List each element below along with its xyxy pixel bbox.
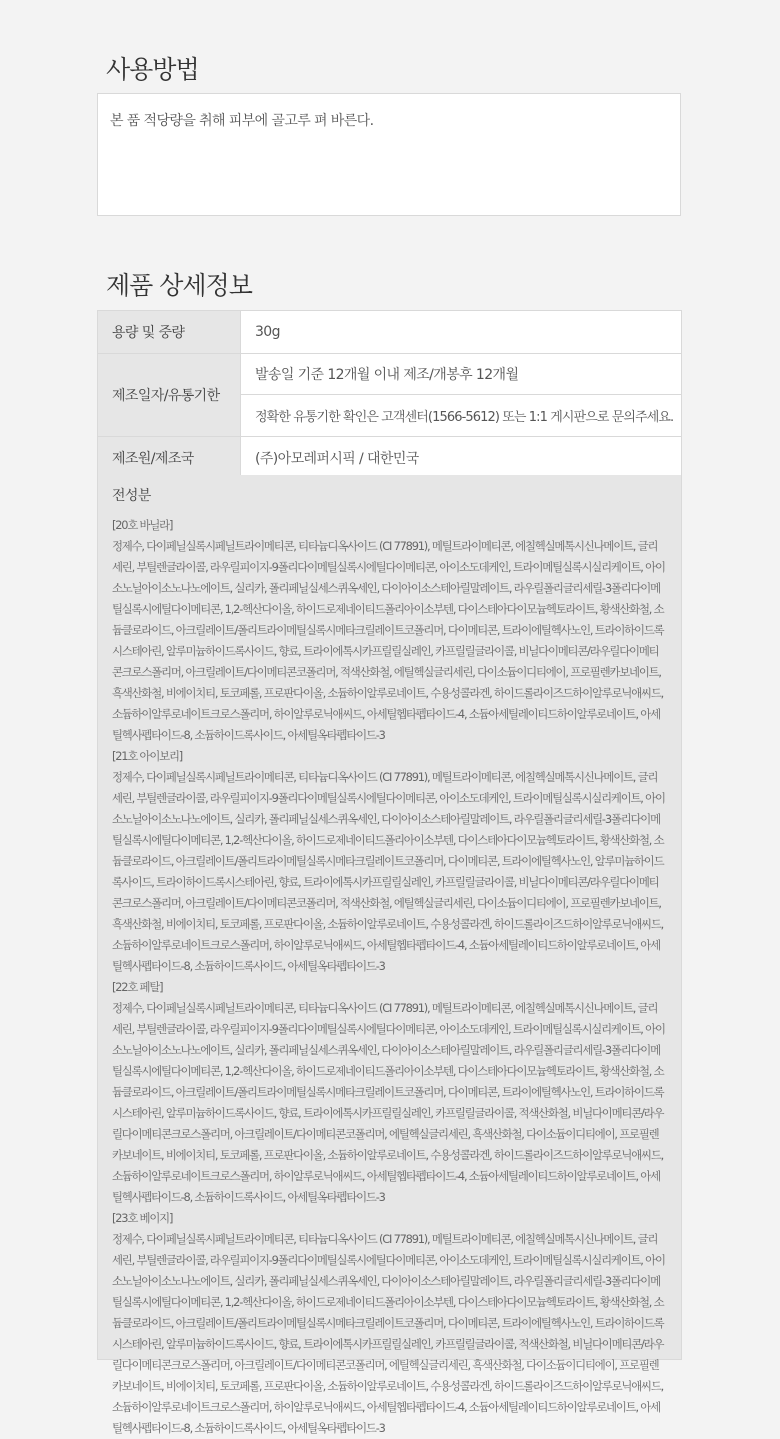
- table-row: [98, 354, 682, 395]
- shade-name: [20호 바닐라]: [112, 518, 173, 532]
- list-item: [112, 515, 667, 746]
- row-label-volume: 용량 및 중량: [98, 311, 241, 354]
- ingredients-section: [97, 475, 682, 1435]
- usage-description-text: 본 품 적당량을 취해 피부에 골고루 펴 바른다.: [110, 113, 374, 129]
- row-value-manufacturer: (주)아모레퍼시픽 / 대한민국: [241, 437, 682, 480]
- row-label-expiry: 제조일자/유통기한: [98, 354, 241, 437]
- detail-section-title: 제품 상세정보: [106, 271, 252, 300]
- row-note-expiry: 정확한 유통기한 확인은 고객센터(1566-5612) 또는 1:1 게시판으로 문의주세요.: [241, 395, 682, 437]
- row-value-volume: 30g: [241, 311, 682, 354]
- shade-name: [22호 페탈]: [112, 980, 163, 994]
- usage-description-box: [97, 93, 681, 216]
- ingredient-text: 정제수, 다이페닐실록시페닐트라이메티콘, 티타늄디옥사이드 (CI 77891), 메틸트라이메티콘, 에칠헥실메톡시신나메이트, 글리세린, 부틸렌글라이콜, 라우릴피이지-9폴리다이메틸실록시에틸다이메티콘, 아이소도데케인, 트라이메틸실록시실리케이트, 아이소노닐아이소노나노에이트, 실리카, 폴리페닐실세스퀴옥세인, 다이아이소스테아릴말레이트, 라우릴폴리글리세릴-3폴리다이메틸실록시에틸다이메티콘, 1,2-헥산다이올, 하이드로제네이티드폴리아이소부텐, 다이스테아다이모늄헥토라이트, 황색산화철, 소듐클로라이드, 아크릴레이트/폴리트라이메틸실록시메타크릴레이트코폴리머, 다이메티콘, 트라이에틸헥사노인, 트라이하이드록시스테아린, 알루미늄하이드록사이드, 향료, 트라이에톡시카프릴릴실레인, 카프릴릴글라이콜, 비닐다이메티콘/라우릴다이메티콘크로스폴리머, 아크릴레이트/다이메티콘코폴리머, 적색산화철, 에틸헥실글리세린, 다이소듐이디티에이, 프로필렌카보네이트, 흑색산화철, 비에이치티, 토코페롤, 프로판다이올, 소듐하이알루로네이트, 수용성콜라겐, 하이드롤라이즈드하이알루로닉애씨드, 소듐하이알루로네이트크로스폴리머, 하이알루로닉애씨드, 아세틸헵타펩타이드-4, 소듐아세틸레이티드하이알루로네이트, 아세틸헥사펩타이드-8, 소듐하이드록사이드, 아세틸옥타펩타이드-3: [112, 539, 665, 742]
- product-detail-table: [97, 310, 682, 480]
- row-label-manufacturer: 제조원/제조국: [98, 437, 241, 480]
- ingredient-text: 정제수, 다이페닐실록시페닐트라이메티콘, 티타늄디옥사이드 (CI 77891), 메틸트라이메티콘, 에칠헥실메톡시신나메이트, 글리세린, 부틸렌글라이콜, 라우릴피이지-9폴리다이메틸실록시에틸다이메티콘, 아이소도데케인, 트라이메틸실록시실리케이트, 아이소노닐아이소노나노에이트, 실리카, 폴리페닐실세스퀴옥세인, 다이아이소스테아릴말레이트, 라우릴폴리글리세릴-3폴리다이메틸실록시에틸다이메티콘, 1,2-헥산다이올, 하이드로제네이티드폴리아이소부텐, 다이스테아다이모늄헥토라이트, 황색산화철, 소듐클로라이드, 아크릴레이트/폴리트라이메틸실록시메타크릴레이트코폴리머, 다이메티콘, 트라이에틸헥사노인, 트라이하이드록시스테아린, 알루미늄하이드록사이드, 향료, 트라이에톡시카프릴릴실레인, 카프릴릴글라이콜, 적색산화철, 비닐다이메티콘/라우릴다이메티콘크로스폴리머, 아크릴레이트/다이메티콘코폴리머, 에틸헥실글리세린, 흑색산화철, 다이소듐이디티에이, 프로필렌카보네이트, 비에이치티, 토코페롤, 프로판다이올, 소듐하이알루로네이트, 수용성콜라겐, 하이드롤라이즈드하이알루로닉애씨드, 소듐하이알루로네이트크로스폴리머, 하이알루로닉애씨드, 아세틸헵타펩타이드-4, 소듐아세틸레이티드하이알루로네이트, 아세틸헥사펩타이드-8, 소듐하이드록사이드, 아세틸옥타펩타이드-3: [112, 1232, 665, 1435]
- shade-name: [23호 베이지]: [112, 1211, 173, 1225]
- ingredient-text: 정제수, 다이페닐실록시페닐트라이메티콘, 티타늄디옥사이드 (CI 77891), 메틸트라이메티콘, 에칠헥실메톡시신나메이트, 글리세린, 부틸렌글라이콜, 라우릴피이지-9폴리다이메틸실록시에틸다이메티콘, 아이소도데케인, 트라이메틸실록시실리케이트, 아이소노닐아이소노나노에이트, 실리카, 폴리페닐실세스퀴옥세인, 다이아이소스테아릴말레이트, 라우릴폴리글리세릴-3폴리다이메틸실록시에틸다이메티콘, 1,2-헥산다이올, 하이드로제네이티드폴리아이소부텐, 다이스테아다이모늄헥토라이트, 황색산화철, 소듐클로라이드, 아크릴레이트/폴리트라이메틸실록시메타크릴레이트코폴리머, 다이메티콘, 트라이에틸헥사노인, 알루미늄하이드록사이드, 트라이하이드록시스테아린, 향료, 트라이에톡시카프릴릴실레인, 카프릴릴글라이콜, 비닐다이메티콘/라우릴다이메티콘크로스폴리머, 아크릴레이트/다이메티콘코폴리머, 적색산화철, 에틸헥실글리세린, 다이소듐이디티에이, 프로필렌카보네이트, 흑색산화철, 비에이치티, 토코페롤, 프로판다이올, 소듐하이알루로네이트, 수용성콜라겐, 하이드롤라이즈드하이알루로닉애씨드, 소듐하이알루로네이트크로스폴리머, 하이알루로닉애씨드, 아세틸헵타펩타이드-4, 소듐아세틸레이티드하이알루로네이트, 아세틸헥사펩타이드-8, 소듐하이드록사이드, 아세틸옥타펩타이드-3: [112, 770, 665, 973]
- row-value-expiry: 발송일 기준 12개월 이내 제조/개봉후 12개월: [241, 354, 682, 395]
- table-row: [98, 437, 682, 480]
- ingredients-list: [112, 515, 667, 1439]
- usage-section-title: 사용방법: [106, 55, 199, 84]
- ingredient-text: 정제수, 다이페닐실록시페닐트라이메티콘, 티타늄디옥사이드 (CI 77891), 메틸트라이메티콘, 에칠헥실메톡시신나메이트, 글리세린, 부틸렌글라이콜, 라우릴피이지-9폴리다이메틸실록시에틸다이메티콘, 아이소도데케인, 트라이메틸실록시실리케이트, 아이소노닐아이소노나노에이트, 실리카, 폴리페닐실세스퀴옥세인, 다이아이소스테아릴말레이트, 라우릴폴리글리세릴-3폴리다이메틸실록시에틸다이메티콘, 1,2-헥산다이올, 하이드로제네이티드폴리아이소부텐, 다이스테아다이모늄헥토라이트, 황색산화철, 소듐클로라이드, 아크릴레이트/폴리트라이메틸실록시메타크릴레이트코폴리머, 다이메티콘, 트라이에틸헥사노인, 트라이하이드록시스테아린, 알루미늄하이드록사이드, 향료, 트라이에톡시카프릴릴실레인, 카프릴릴글라이콜, 적색산화철, 비닐다이메티콘/라우릴다이메티콘크로스폴리머, 아크릴레이트/다이메티콘코폴리머, 에틸헥실글리세린, 흑색산화철, 다이소듐이디티에이, 프로필렌카보네이트, 비에이치티, 토코페롤, 프로판다이올, 소듐하이알루로네이트, 수용성콜라겐, 하이드롤라이즈드하이알루로닉애씨드, 소듐하이알루로네이트크로스폴리머, 하이알루로닉애씨드, 아세틸헵타펩타이드-4, 소듐아세틸레이티드하이알루로네이트, 아세틸헥사펩타이드-8, 소듐하이드록사이드, 아세틸옥타펩타이드-3: [112, 1001, 665, 1204]
- shade-name: [21호 아이보리]: [112, 749, 183, 763]
- list-item: [112, 977, 667, 1208]
- list-item: [112, 746, 667, 977]
- table-row: [98, 311, 682, 354]
- ingredients-title: 전성분: [112, 488, 151, 504]
- list-item: [112, 1208, 667, 1439]
